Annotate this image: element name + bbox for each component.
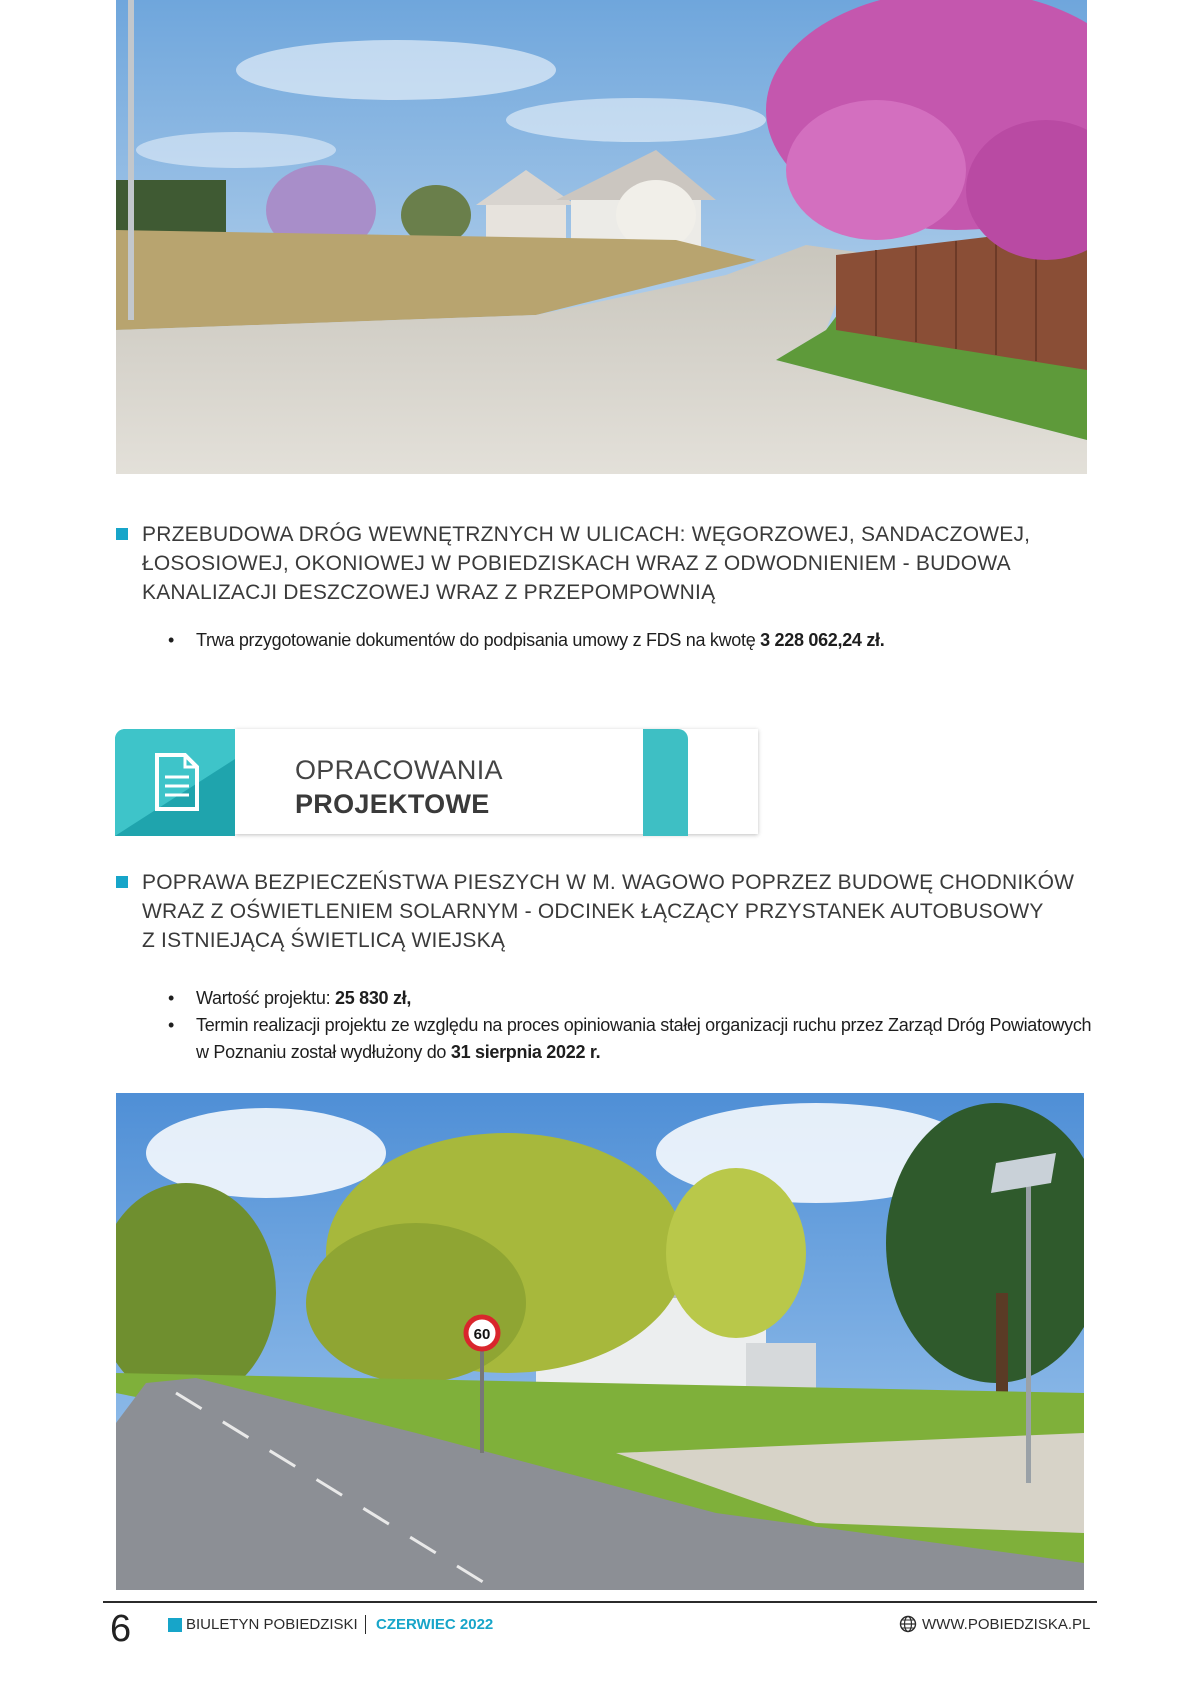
list-item [168,1012,1098,1066]
banner-title-line2: PROJEKTOWE [295,789,490,819]
bullet-square [116,876,128,888]
section-heading-road-rebuild [116,520,1096,607]
bullet-square [116,528,128,540]
banner-icon-box [115,729,235,836]
photo-village-road [116,1093,1084,1590]
publication-date: CZERWIEC 2022 [376,1616,494,1633]
bullet-text: Trwa przygotowanie dokumentów do podpisania umowy z FDS na kwotę [196,630,761,650]
photo-road-blossom-image [116,0,1087,474]
publication-name: BIULETYN POBIEDZISKI [186,1616,358,1633]
section1-bullets [168,627,1098,654]
banner-accent [643,729,688,836]
page-number: 6 [110,1608,132,1650]
section-banner [115,729,688,836]
bullet-text: Wartość projektu: [196,988,335,1008]
bullet-text: Termin realizacji projektu ze względu na proces opiniowania stałej organizacji ruchu przez Zarząd Dróg Powiatowych w Poznaniu został wydłużony do [196,1015,1092,1062]
globe-icon [899,1615,917,1633]
website-link[interactable]: WWW.POBIEDZISKA.PL [922,1616,1091,1633]
bullet-amount: 25 830 zł, [334,988,412,1008]
list-item [168,985,1098,1012]
speed-sign-label: 60 [473,1326,491,1343]
banner-title-line1: OPRACOWANIA [295,755,503,785]
heading-text: POPRAWA BEZPIECZEŃSTWA PIESZYCH W M. WAGOWO POPRZEZ BUDOWĘ CHODNIKÓW WRAZ Z OŚWIETLENIEM SOLARNYM - ODCINEK ŁĄCZĄCY PRZYSTANEK AUTOBUSOWY Z ISTNIEJĄCĄ ŚWIETLICĄ WIEJSKĄ [142,871,1075,952]
bullet-amount: 3 228 062,24 zł. [760,630,885,650]
list-item [168,627,1098,654]
section-heading-pedestrian-safety [116,868,1096,955]
heading-text: PRZEBUDOWA DRÓG WEWNĘTRZNYCH W ULICACH: WĘGORZOWEJ, SANDACZOWEJ, ŁOSOSIOWEJ, OKONIOWEJ W POBIEDZISKACH WRAZ Z ODWODNIENIEM - BUDOWA KANALIZACJI DESZCZOWEJ WRAZ Z PRZEPOMPOWNIĄ [142,523,1031,604]
footer-square-icon [168,1618,182,1632]
document-icon [115,729,235,836]
section2-bullets [168,985,1098,1066]
photo-village-road-image [116,1093,1084,1590]
footer-separator [365,1615,366,1634]
photo-road-blossom [116,0,1087,474]
footer-rule [103,1601,1097,1603]
bullet-date: 31 sierpnia 2022 r. [450,1042,601,1062]
